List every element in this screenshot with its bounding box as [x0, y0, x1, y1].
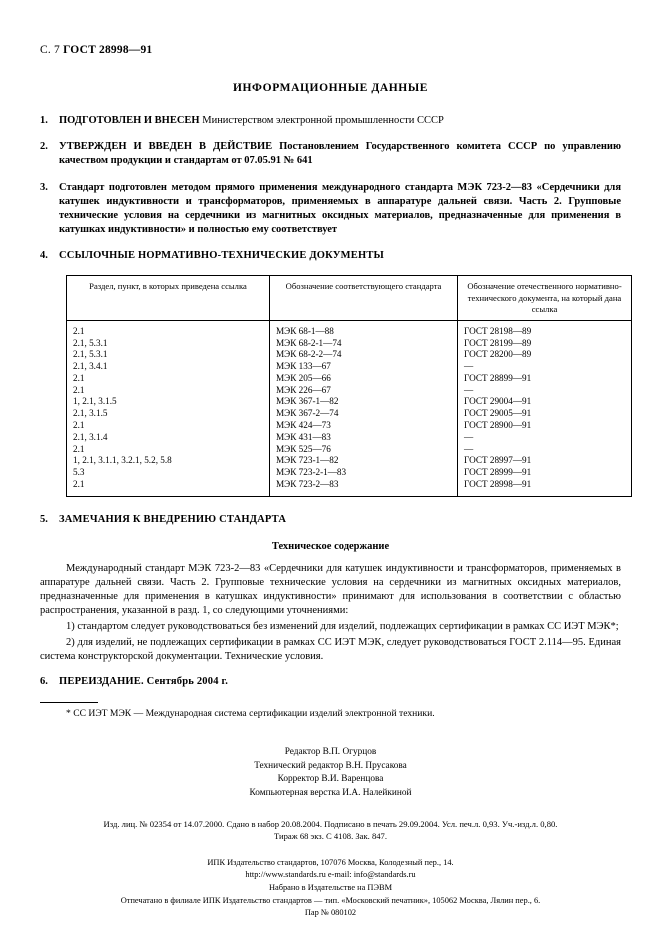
- credit-editor: Редактор В.П. Огурцов: [284, 747, 377, 758]
- cell-standard: МЭК 723-2—83: [270, 479, 458, 496]
- cell-section: 2.1, 3.1.5: [67, 408, 270, 420]
- cell-national-doc: ГОСТ 28997—91: [464, 455, 532, 466]
- item-rest: Министерством электронной промышленности СССР: [199, 115, 444, 126]
- cell-national-doc: ГОСТ 28998—91: [464, 478, 532, 489]
- imprint-line-2: Тираж 68 экз. С 4108. Зак. 847.: [273, 831, 387, 842]
- section-title: ЗАМЕЧАНИЯ К ВНЕДРЕНИЮ СТАНДАРТА: [59, 513, 287, 525]
- table-row: [67, 385, 631, 397]
- section-number: 6.: [40, 676, 48, 688]
- cell-national-doc: —: [464, 384, 474, 395]
- reference-documents-table: [66, 275, 632, 496]
- section-rest: Сентябрь 2004 г.: [143, 676, 229, 688]
- info-item-1: [40, 114, 621, 128]
- item-body: Стандарт подготовлен методом прямого применения международного стандарта МЭК 723-2—83 «Сердечники для катушек индуктивности и трансформаторов, применяемых в аппаратуре дальней связи. Часть 2. Групповые технические условия на сердечники из магнитных оксидных материалов, предназначенные для применения в катушках индуктивности» и полностью ему соответствует: [59, 181, 621, 236]
- section-number: 5.: [40, 513, 48, 525]
- item-number: 1.: [40, 115, 48, 126]
- cell-section: 2.1, 5.3.1: [67, 338, 270, 350]
- paragraph-clause-2: 2) для изделий, не подлежащих сертификации в рамках СС ИЭТ МЭК, следует руководствоваться ГОСТ 2.114—95. Единая система конструкторской документации. Технические условия.: [40, 636, 621, 662]
- cell-section: 2.1, 3.1.4: [67, 432, 270, 444]
- table-header-row: [67, 276, 631, 320]
- credit-technical-editor: Технический редактор В.Н. Прусакова: [254, 760, 407, 771]
- table-row: [67, 420, 631, 432]
- credit-layout: Компьютерная верстка И.А. Налейкиной: [249, 787, 412, 798]
- cell-section: 2.1: [67, 385, 270, 397]
- page-title: ИНФОРМАЦИОННЫЕ ДАННЫЕ: [232, 82, 429, 94]
- section-5-heading: [40, 513, 621, 527]
- table-row: [67, 408, 631, 420]
- table-row: [67, 320, 631, 337]
- section-number: 4.: [40, 250, 48, 262]
- cell-section: 2.1: [67, 373, 270, 385]
- table-row: [67, 432, 631, 444]
- cell-national-doc: ГОСТ 28899—91: [464, 372, 532, 383]
- cell-section: 5.3: [67, 467, 270, 479]
- table-row: [67, 479, 631, 496]
- cell-standard: МЭК 424—73: [270, 420, 458, 432]
- item-lead: УТВЕРЖДЕН И ВВЕДЕН В ДЕЙСТВИЕ: [59, 141, 273, 153]
- cell-national-doc: —: [464, 431, 474, 442]
- cell-standard: МЭК 525—76: [270, 444, 458, 456]
- cell-national-doc: ГОСТ 28999—91: [464, 467, 532, 478]
- section-6-heading: [40, 675, 621, 689]
- column-header-national-doc: Обозначение отечественного нормативно-технического документа, на который дана ссылка: [458, 276, 632, 320]
- cell-standard: МЭК 68-2-1—74: [270, 338, 458, 350]
- cell-standard: МЭК 723-1—82: [270, 455, 458, 467]
- cell-standard: МЭК 723-2-1—83: [270, 467, 458, 479]
- cell-national-doc: ГОСТ 28200—89: [464, 349, 532, 360]
- cell-standard: МЭК 226—67: [270, 385, 458, 397]
- publisher-typesetting: Набрано в Издательстве на ПЭВМ: [268, 883, 393, 893]
- cell-national-doc: —: [464, 443, 474, 454]
- section-title: ССЫЛОЧНЫЕ НОРМАТИВНО-ТЕХНИЧЕСКИЕ ДОКУМЕНТЫ: [59, 250, 385, 262]
- cell-standard: МЭК 431—83: [270, 432, 458, 444]
- table-row: [67, 338, 631, 350]
- table-row: [67, 455, 631, 467]
- column-header-standard: Обозначение соответствующего стандарта: [270, 276, 458, 320]
- cell-section: 2.1, 3.4.1: [67, 361, 270, 373]
- cell-section: 2.1: [67, 479, 270, 496]
- footnote-text: * СС ИЭТ МЭК — Международная система сертификации изделий электронной техники.: [66, 707, 435, 719]
- cell-section: 2.1: [67, 420, 270, 432]
- item-body: [59, 140, 621, 168]
- table-row: [67, 373, 631, 385]
- standard-number: ГОСТ 28998—91: [63, 44, 153, 56]
- cell-standard: МЭК 68-1—88: [270, 320, 458, 337]
- cell-standard: МЭК 367-1—82: [270, 396, 458, 408]
- item-lead: ПОДГОТОВЛЕН И ВНЕСЕН: [59, 115, 200, 126]
- item-rest: Постановлением Государственного комитета СССР по управлению качеством продукции и стандартам от 07.05.91 № 641: [59, 141, 621, 167]
- table-body: [67, 320, 631, 495]
- section-lead: ПЕРЕИЗДАНИЕ.: [59, 676, 144, 688]
- section-4-heading: [40, 249, 621, 263]
- cell-section: 2.1: [67, 320, 270, 337]
- cell-standard: МЭК 205—66: [270, 373, 458, 385]
- cell-national-doc: ГОСТ 28900—91: [464, 420, 532, 431]
- paragraph-technical-content: Международный стандарт МЭК 723-2—83 «Сердечники для катушек индуктивности и трансформаторов, применяемых в аппаратуре дальней связи. Часть 2. Групповые технические условия на сердечники из магнитных оксидных материалов, предназначенные для применения в катушках индуктивности» принимают для использования в соответствии с областью распространения, указанной в разд. 1, со следующими уточнениями:: [40, 562, 621, 616]
- cell-section: 2.1: [67, 444, 270, 456]
- cell-national-doc: ГОСТ 28198—89: [464, 325, 532, 336]
- cell-section: 2.1, 5.3.1: [67, 349, 270, 361]
- item-body: [59, 114, 621, 128]
- cell-section: 1, 2.1, 3.1.1, 3.2.1, 5.2, 5.8: [67, 455, 270, 467]
- cell-section: 1, 2.1, 3.1.5: [67, 396, 270, 408]
- table-row: [67, 396, 631, 408]
- cell-national-doc: ГОСТ 29005—91: [464, 408, 532, 419]
- column-header-section: Раздел, пункт, в которых приведена ссылка: [67, 276, 270, 320]
- publisher-address: ИПК Издательство стандартов, 107076 Москва, Колодезный пер., 14.: [207, 857, 454, 867]
- paragraph-clause-1: 1) стандартом следует руководствоваться без изменений для изделий, подлежащих сертификации в рамках СС ИЭТ МЭК*;: [66, 620, 619, 632]
- info-item-3: [40, 181, 621, 238]
- item-number: 2.: [40, 141, 48, 153]
- section-title: [59, 675, 621, 689]
- credit-corrector: Корректор В.И. Варенцова: [277, 774, 384, 785]
- cell-standard: МЭК 133—67: [270, 361, 458, 373]
- publisher-printer: Отпечатано в филиале ИПК Издательство стандартов — тип. «Московский печатник», 105062 Москва, Лялин пер., 6.: [120, 895, 541, 905]
- table-row: [67, 444, 631, 456]
- footnote-divider: [40, 702, 98, 703]
- section-5-subtitle: Техническое содержание: [271, 540, 390, 552]
- table-row: [67, 467, 631, 479]
- info-item-2: [40, 140, 621, 168]
- cell-national-doc: ГОСТ 29004—91: [464, 396, 532, 407]
- table-row: [67, 349, 631, 361]
- cell-national-doc: —: [464, 361, 474, 372]
- imprint-block: [40, 818, 621, 843]
- imprint-line-1: Изд. лиц. № 02354 от 14.07.2000. Сдано в набор 20.08.2004. Подписано в печать 29.09.2004. Усл. печ.л. 0,93. Уч.-изд.л. 0,80.: [103, 818, 558, 829]
- page-header: [40, 44, 621, 56]
- publisher-contacts: http://www.standards.ru e-mail: info@standards.ru: [245, 870, 416, 880]
- cell-standard: МЭК 367-2—74: [270, 408, 458, 420]
- cell-standard: МЭК 68-2-2—74: [270, 349, 458, 361]
- credits-block: [40, 746, 621, 800]
- page-number: С. 7: [40, 44, 60, 56]
- cell-national-doc: ГОСТ 28199—89: [464, 337, 532, 348]
- item-number: 3.: [40, 181, 48, 193]
- publisher-block: [40, 857, 621, 920]
- table-row: [67, 361, 631, 373]
- publisher-order-number: Пар № 080102: [304, 908, 357, 918]
